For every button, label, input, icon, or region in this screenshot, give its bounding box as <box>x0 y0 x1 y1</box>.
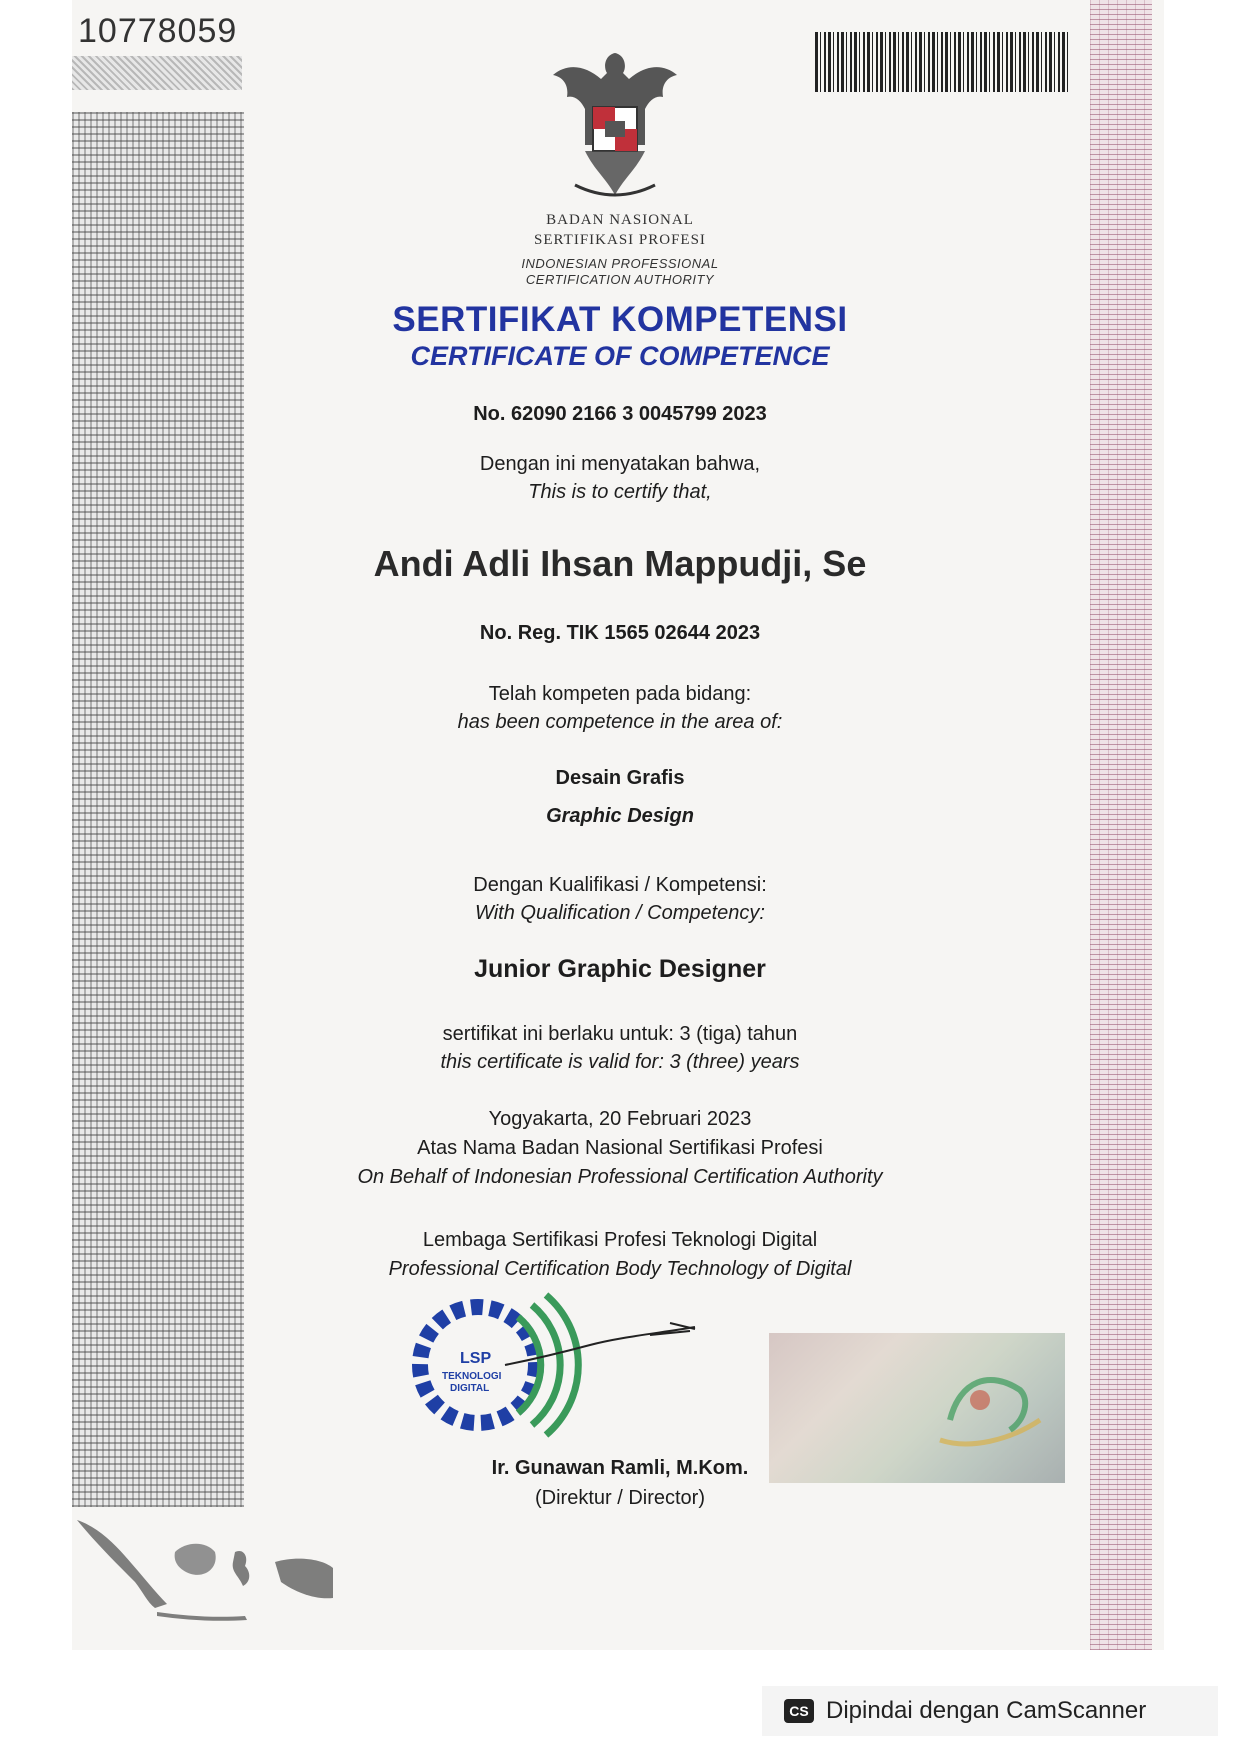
certification-body: Lembaga Sertifikasi Profesi Teknologi Digital <box>422 1229 818 1251</box>
signature-icon <box>500 1305 700 1405</box>
authority-name-line2: SERTIFIKASI PROFESI <box>534 232 706 248</box>
camscanner-icon: CS <box>784 1699 814 1723</box>
competent-statement: Telah kompeten pada bidang: <box>488 683 752 705</box>
serial-number: 10778059 <box>78 12 238 50</box>
certificate-title-en: CERTIFICATE OF COMPETENCE <box>410 341 830 371</box>
on-behalf-statement-en: On Behalf of Indonesian Professional Certification Authority <box>357 1166 883 1188</box>
validity-statement-en: this certificate is valid for: 3 (three) years <box>440 1051 800 1073</box>
scanner-text: Dipindai dengan CamScanner <box>826 1697 1147 1724</box>
certify-statement-en: This is to certify that, <box>528 481 712 503</box>
scanner-watermark <box>762 1686 1218 1736</box>
qualification-label-en: With Qualification / Competency: <box>475 902 765 924</box>
logo-text-teknologi: TEKNOLOGI <box>442 1371 502 1382</box>
barcode <box>815 32 1070 92</box>
signer-name: Ir. Gunawan Ramli, M.Kom. <box>491 1457 749 1479</box>
authority-name-en-line2: CERTIFICATION AUTHORITY <box>525 272 715 287</box>
field-of-competence-en: Graphic Design <box>546 805 694 827</box>
logo-text-digital: DIGITAL <box>450 1383 490 1394</box>
field-of-competence: Desain Grafis <box>555 767 685 789</box>
logo-text-lsp: LSP <box>460 1350 492 1367</box>
signer-title: (Direktur / Director) <box>534 1487 705 1509</box>
qualification-value: Junior Graphic Designer <box>474 955 766 983</box>
hologram-emblem-icon <box>930 1340 1050 1460</box>
certification-body-en: Professional Certification Body Technology of Digital <box>388 1258 852 1280</box>
qualification-label: Dengan Kualifikasi / Kompetensi: <box>473 874 767 896</box>
authority-name-line1: BADAN NASIONAL <box>546 212 694 228</box>
holder-name: Andi Adli Ihsan Mappudji, Se <box>373 543 867 584</box>
place-and-date: Yogyakarta, 20 Februari 2023 <box>488 1108 752 1130</box>
registration-number: No. Reg. TIK 1565 02644 2023 <box>479 622 761 644</box>
security-pattern-top <box>72 56 242 90</box>
competent-statement-en: has been competence in the area of: <box>457 711 783 733</box>
certify-statement: Dengan ini menyatakan bahwa, <box>479 453 761 475</box>
validity-statement: sertifikat ini berlaku untuk: 3 (tiga) tahun <box>442 1023 798 1045</box>
indonesia-map-icon <box>75 1512 335 1622</box>
garuda-emblem-icon <box>545 45 685 205</box>
on-behalf-statement: Atas Nama Badan Nasional Sertifikasi Profesi <box>417 1137 823 1159</box>
certificate-number: No. 62090 2166 3 0045799 2023 <box>473 403 767 425</box>
authority-name-en-line1: INDONESIAN PROFESSIONAL <box>521 256 719 271</box>
certificate-title: SERTIFIKAT KOMPETENSI <box>392 300 848 339</box>
